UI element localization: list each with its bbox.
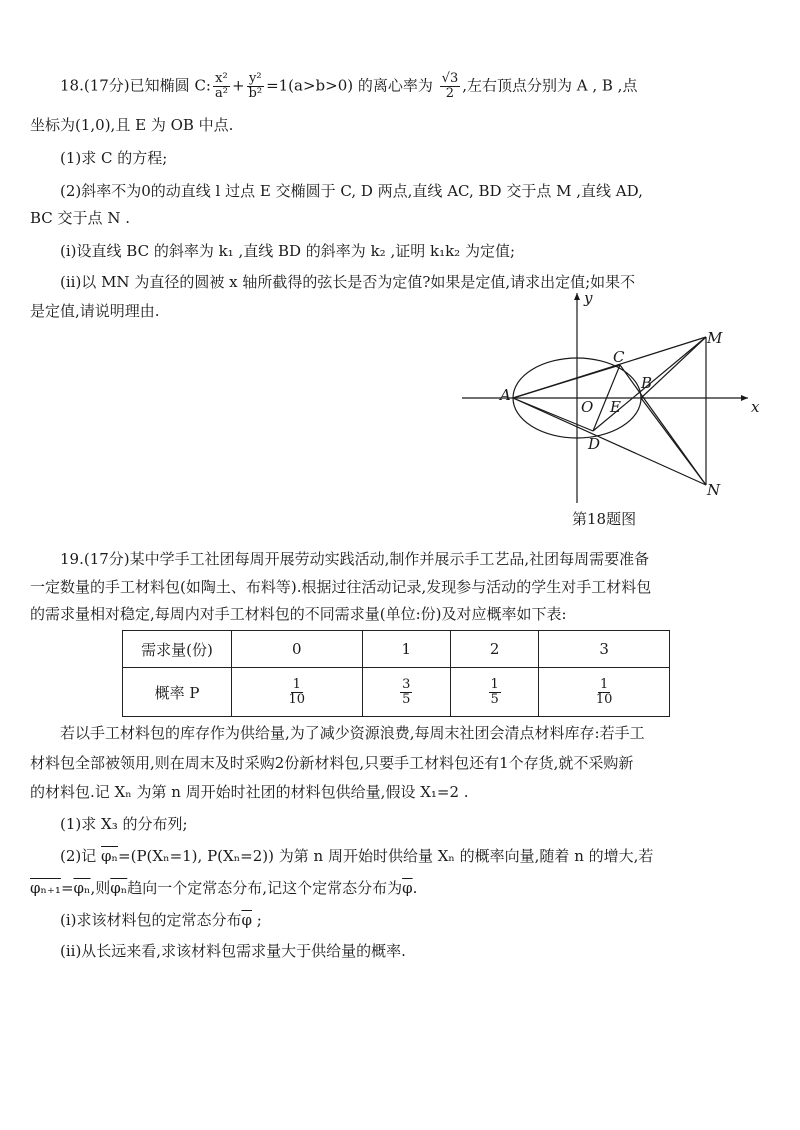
q18-line2: 坐标为(1,0),且 E 为 OB 中点. bbox=[30, 116, 234, 134]
eccentricity-frac: $\frac{√3}{2}$ bbox=[441, 71, 459, 101]
table-cell: $\frac{1}{5}$ bbox=[450, 668, 538, 717]
label-m: M bbox=[707, 329, 723, 347]
q19-part2-ii: (ii)从长远来看,求该材料包需求量大于供给量的概率. bbox=[60, 942, 406, 960]
label-a: A bbox=[500, 386, 511, 404]
label-o: O bbox=[581, 398, 594, 416]
q19-para2: 材料包全部被领用,则在周末及时采购2份新材料包,只要手工材料包还有1个存货,就不采购新 bbox=[30, 754, 634, 772]
q18-figure bbox=[450, 285, 780, 505]
label-b: B bbox=[641, 374, 653, 392]
table-row bbox=[123, 668, 670, 717]
table-header-demand: 需求量(份) bbox=[123, 631, 232, 668]
table-cell: $\frac{1}{10}$ bbox=[232, 668, 363, 717]
q18-part2-b: BC 交于点 N . bbox=[30, 209, 130, 227]
label-e: E bbox=[610, 398, 621, 416]
label-c: C bbox=[613, 348, 625, 366]
q19-line1: 19.(17分)某中学手工社团每周开展劳动实践活动,制作并展示手工艺品,社团每周需要准备 bbox=[60, 550, 650, 568]
q19-para3: 的材料包.记 Xₙ 为第 n 周开始时社团的材料包供给量,假设 X₁=2 . bbox=[30, 783, 469, 801]
table-cell: 3 bbox=[539, 631, 670, 668]
table-cell: $\frac{3}{5}$ bbox=[362, 668, 450, 717]
ellipse-frac-x: $\frac{\text{x²}}{\text{a²}}$ bbox=[214, 71, 228, 101]
table-cell: $\frac{1}{10}$ bbox=[539, 668, 670, 717]
table-cell: 1 bbox=[362, 631, 450, 668]
q19-part2-a: (2)记 $\overline{\varphi_n}=(P(X_n=1)$, P(Xₙ=2)) 为第 n 周开始时供给量 Xₙ 的概率向量,随着 n 的增大,若 bbox=[60, 847, 654, 865]
y-arrow-icon bbox=[574, 293, 580, 300]
table-header-probability: 概率 P bbox=[123, 668, 232, 717]
q18-part2-ii-a: (ii)以 MN 为直径的圆被 x 轴所截得的弦长是否为定值?如果是定值,请求出定值;如果不 bbox=[60, 273, 636, 291]
q19-part2-b: $\varphi_{n+1}=\overline{\varphi_n}$,则$\overline{\varphi_n}$趋向一个定常态分布,记这个定常态分布为$\overline{\varphi}$. bbox=[30, 879, 418, 897]
label-x: x bbox=[751, 398, 760, 416]
q19-line2: 一定数量的手工材料包(如陶土、布料等).根据过往活动记录,发现参与活动的学生对手工材料包 bbox=[30, 578, 652, 596]
label-y: y bbox=[584, 289, 593, 307]
q18-intro: 18.(17分)已知椭圆 C: $\frac{\text{x²}}{\text{a²}}$ + $\frac{\text{y²}}{\text{b²}}$ =1(a>b>0) 的离心率为 $\frac{√3}{2}$ ,左右顶点分别为 A , B ,点 bbox=[60, 71, 638, 101]
q18-part2-i: (i)设直线 BC 的斜率为 k₁ ,直线 BD 的斜率为 k₂ ,证明 k₁k₂ 为定值; bbox=[60, 242, 516, 260]
q19-part2-i: (i)求该材料包的定常态分布$\overline{\varphi}$ ; bbox=[60, 911, 262, 929]
table-cell: 0 bbox=[232, 631, 363, 668]
table-row bbox=[123, 631, 670, 668]
q19-part1: (1)求 X₃ 的分布列; bbox=[60, 815, 188, 833]
q19-line3: 的需求量相对稳定,每周内对手工材料包的不同需求量(单位:份)及对应概率如下表: bbox=[30, 605, 567, 623]
label-d: D bbox=[588, 435, 601, 453]
segment-ac bbox=[513, 365, 620, 398]
ellipse-frac-y: $\frac{\text{y²}}{\text{b²}}$ bbox=[248, 71, 263, 101]
demand-probability-table bbox=[122, 630, 670, 717]
label-n: N bbox=[707, 481, 721, 499]
figure-caption: 第18题图 bbox=[572, 510, 637, 528]
q18-part2-a: (2)斜率不为0的动直线 l 过点 E 交椭圆于 C, D 两点,直线 AC, BD 交于点 M ,直线 AD, bbox=[60, 182, 643, 200]
x-arrow-icon bbox=[741, 395, 748, 401]
table-cell: 2 bbox=[450, 631, 538, 668]
q19-para1: 若以手工材料包的库存作为供给量,为了减少资源浪费,每周末社团会清点材料库存:若手工 bbox=[60, 724, 645, 742]
q18-part1: (1)求 C 的方程; bbox=[60, 149, 168, 167]
q18-part2-ii-b: 是定值,请说明理由. bbox=[30, 302, 160, 320]
segment-bn bbox=[641, 398, 706, 485]
